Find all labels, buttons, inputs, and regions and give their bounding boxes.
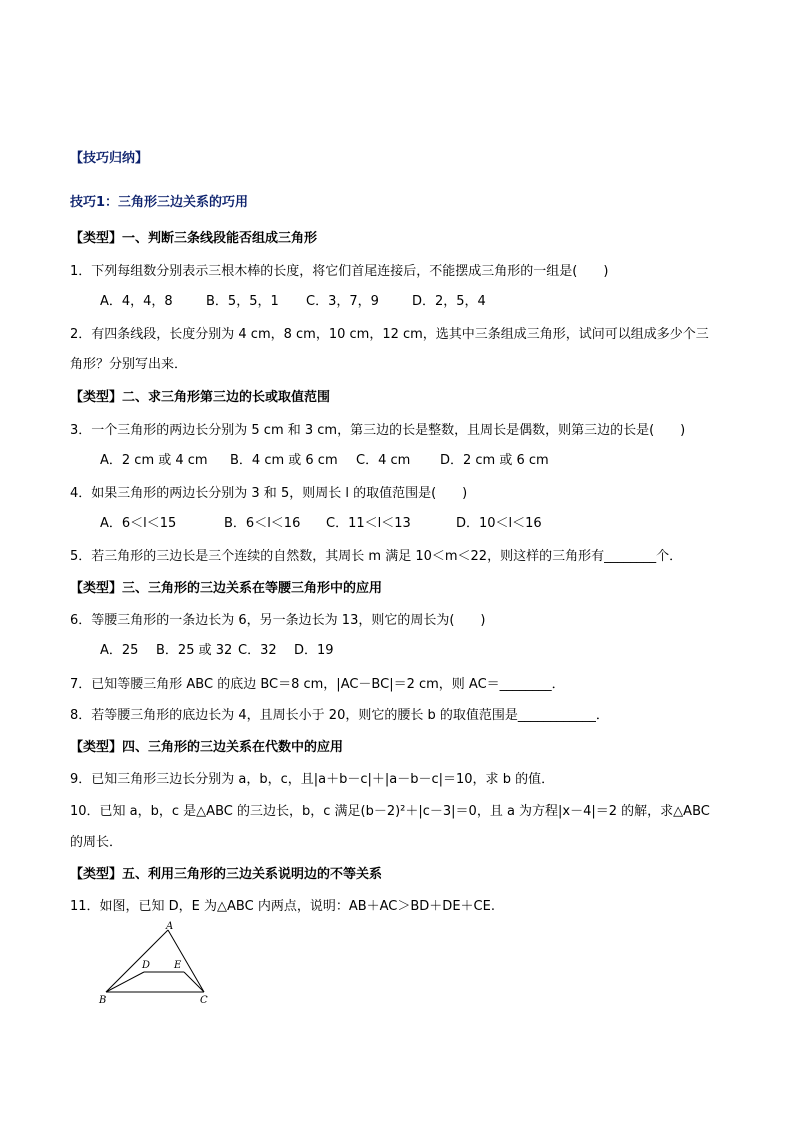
option-c: C．4 cm: [356, 453, 411, 468]
segment-bd: [106, 972, 144, 992]
option-a: A．25: [100, 643, 139, 658]
triangle-figure: [96, 920, 216, 1006]
label-a: A: [166, 921, 174, 932]
question-2-line-2: 角形？分别写出来．: [70, 357, 188, 372]
option-d: D．2 cm 或 6 cm: [440, 453, 549, 468]
question-9: 9．已知三角形三边长分别为 a，b，c，且|a＋b－c|＋|a－b－c|＝10，求 b 的值．: [70, 772, 555, 787]
option-c: C．11＜l＜13: [326, 516, 411, 531]
skill-title: 技巧1：三角形三边关系的巧用: [70, 195, 249, 210]
option-d: D．2，5，4: [412, 294, 486, 309]
option-b: B．6＜l＜16: [224, 516, 301, 531]
segment-ab: [106, 930, 168, 992]
category-heading-2: 【类型】二、求三角形第三边的长或取值范围: [70, 390, 331, 405]
label-c: C: [200, 995, 208, 1006]
category-heading-5: 【类型】五、利用三角形的三边关系说明边的不等关系: [70, 867, 383, 882]
question-6-options: [100, 642, 334, 660]
option-b: B．25 或 32: [156, 643, 233, 658]
question-10-line-2: 的周长．: [70, 835, 123, 850]
question-1: 1．下列每组数分别表示三根木棒的长度，将它们首尾连接后，不能摆成三角形的一组是( ): [70, 264, 609, 279]
question-3-options: [100, 452, 549, 470]
label-b: B: [99, 995, 107, 1006]
question-3: 3．一个三角形的两边长分别为 5 cm 和 3 cm，第三边的长是整数，且周长是偶数，则第三边的长是( ): [70, 423, 686, 438]
category-heading-4: 【类型】四、三角形的三边关系在代数中的应用: [70, 740, 344, 755]
option-a: A．6＜l＜15: [100, 516, 177, 531]
question-5: 5．若三角形的三边长是三个连续的自然数，其周长 m 满足 10＜m＜22，则这样的三角形有________个．: [70, 549, 683, 564]
option-c: C．3，7，9: [306, 294, 379, 309]
question-7: 7．已知等腰三角形 ABC 的底边 BC＝8 cm，|AC－BC|＝2 cm，则 AC＝________．: [70, 677, 565, 692]
option-d: D．10＜l＜16: [456, 516, 542, 531]
question-1-options: [100, 293, 486, 311]
option-c: C．32: [238, 643, 277, 658]
question-4-options: [100, 515, 542, 533]
question-6: 6．等腰三角形的一条边长为 6，另一条边长为 13，则它的周长为( ): [70, 613, 486, 628]
category-heading-1: 【类型】一、判断三条线段能否组成三角形: [70, 231, 318, 246]
category-heading-3: 【类型】三、三角形的三边关系在等腰三角形中的应用: [70, 581, 383, 596]
option-b: B．4 cm 或 6 cm: [230, 453, 338, 468]
label-d: D: [142, 960, 151, 971]
question-8: 8．若等腰三角形的底边长为 4，且周长小于 20，则它的腰长 b 的取值范围是____________．: [70, 708, 609, 723]
option-b: B．5，5，1: [206, 294, 279, 309]
section-title: 【技巧归纳】: [70, 151, 149, 166]
label-e: E: [174, 960, 182, 971]
option-a: A．4，4，8: [100, 294, 173, 309]
question-11: 11．如图，已知 D，E 为△ABC 内两点，说明：AB＋AC＞BD＋DE＋CE.: [70, 899, 495, 914]
question-2-line-1: 2．有四条线段，长度分别为 4 cm，8 cm，10 cm，12 cm，选其中三条组成三角形，试问可以组成多少个三: [70, 327, 709, 342]
question-10-line-1: 10．已知 a，b，c 是△ABC 的三边长，b，c 满足(b－2)²＋|c－3|＝0，且 a 为方程|x－4|＝2 的解，求△ABC: [70, 804, 710, 819]
option-d: D．19: [294, 643, 334, 658]
option-a: A．2 cm 或 4 cm: [100, 453, 208, 468]
question-4: 4．如果三角形的两边长分别为 3 和 5，则周长 l 的取值范围是( ): [70, 486, 468, 501]
